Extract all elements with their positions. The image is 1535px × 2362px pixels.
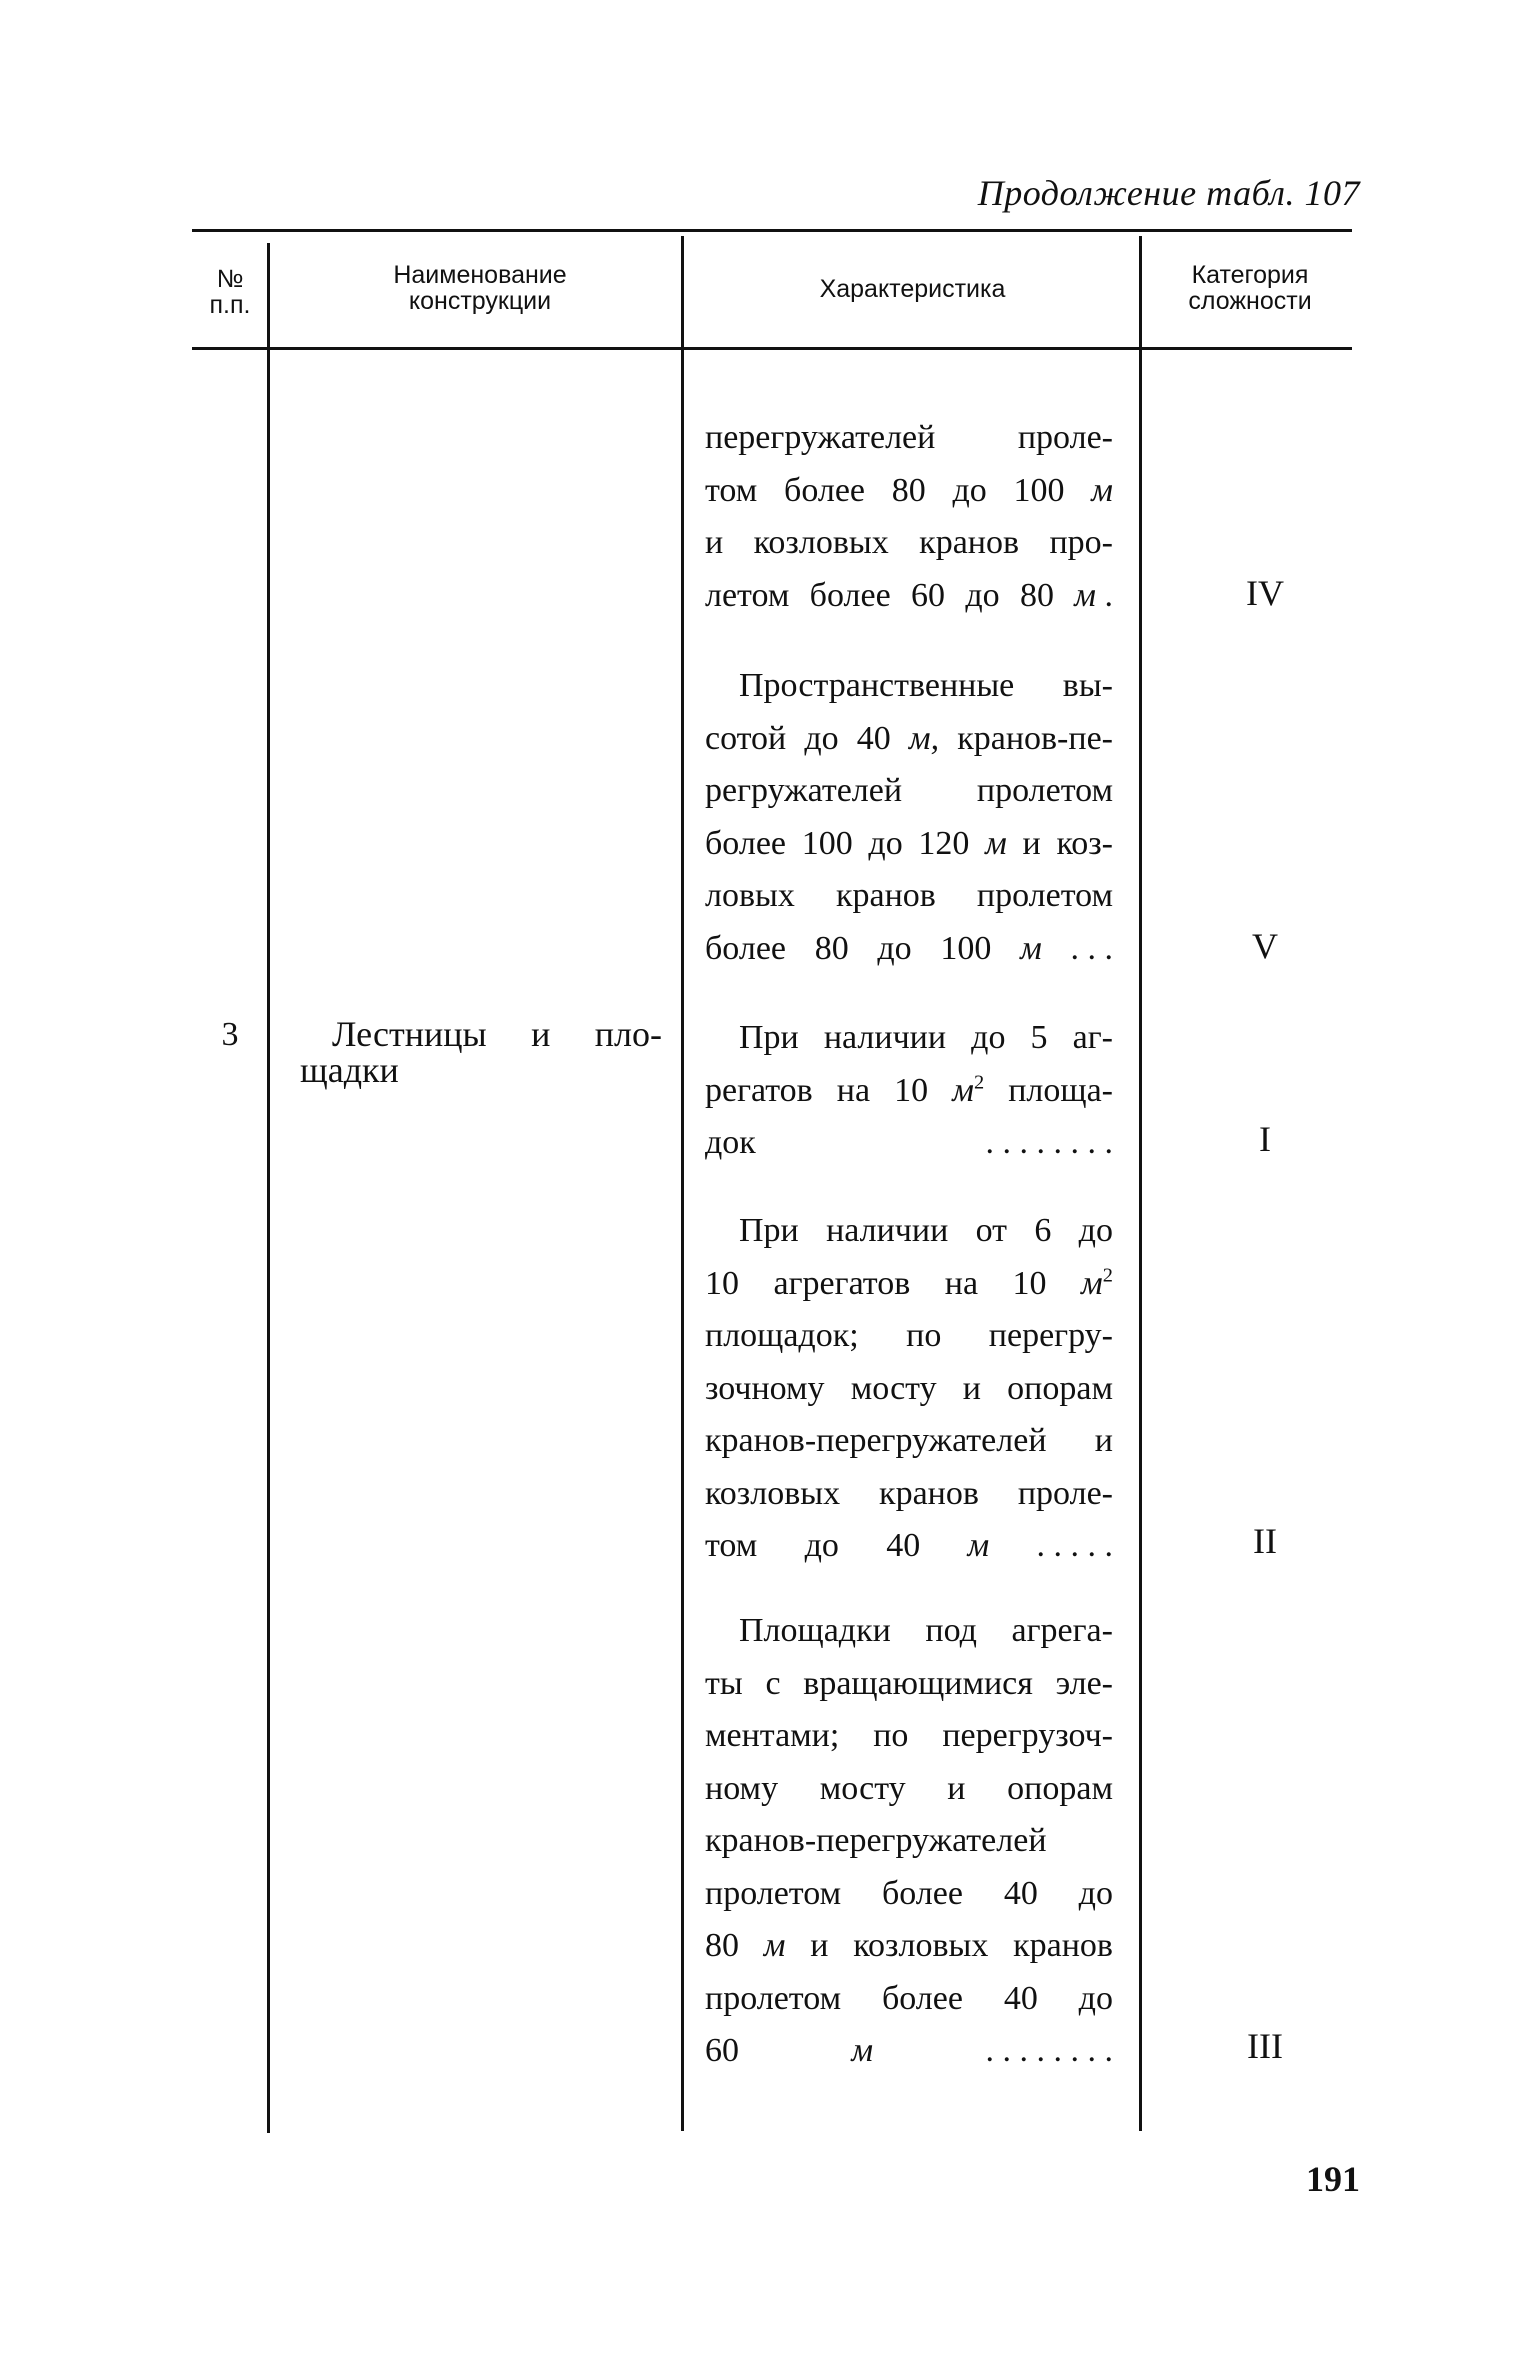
column-divider-2 (681, 236, 684, 2131)
header-bottom-rule (192, 347, 1352, 350)
header-characteristic: Характеристика (819, 275, 1006, 303)
characteristic-5: Площадки под агрега- ты с вращающимися эле- ментами; по перегрузоч- ному мосту и опорам кранов-перегружателей пролетом более 40 до 80 м и козловых кранов пролетом более 40 до 60 м . . . . . . . . (705, 1612, 1113, 2069)
construction-name: Лестницы и пло- щадки (300, 1014, 662, 1090)
characteristic-2: Пространственные вы- сотой до 40 м, кранов-пе- регружателей пролетом более 100 до 120 м и коз- ловых кранов пролетом более 80 до 100 м . . . (705, 667, 1113, 967)
category-5: III (1247, 2026, 1283, 2066)
category-1: IV (1246, 573, 1284, 613)
characteristic-4: При наличии от 6 до 10 агрегатов на 10 $м^2$ площадок; по перегру- зочному мосту и опорам кранов-перегружателей и козловых кранов проле- том до 40 м . . . . . (705, 1212, 1113, 1564)
row-number: 3 (221, 1016, 239, 1053)
column-divider-3 (1139, 236, 1142, 2131)
table-top-rule (192, 229, 1352, 232)
header-name: Наименование конструкции (393, 261, 567, 315)
table-caption: Продолжение табл. 107 (977, 173, 1360, 213)
characteristic-1: перегружателей проле- том более 80 до 100 м и козловых кранов про- летом более 60 до 80 м . (705, 419, 1113, 614)
header-category: Категория сложности (1188, 261, 1312, 315)
page-number: 191 (1306, 2159, 1360, 2199)
category-4: II (1253, 1521, 1277, 1561)
category-3: I (1259, 1119, 1271, 1159)
category-2: V (1252, 926, 1278, 966)
header-number: № п.п. (209, 265, 251, 319)
column-divider-1 (267, 243, 270, 2133)
characteristic-3: При наличии до 5 аг- регатов на 10 $м^2$ площа- док . . . . . . . . (705, 1019, 1113, 1161)
